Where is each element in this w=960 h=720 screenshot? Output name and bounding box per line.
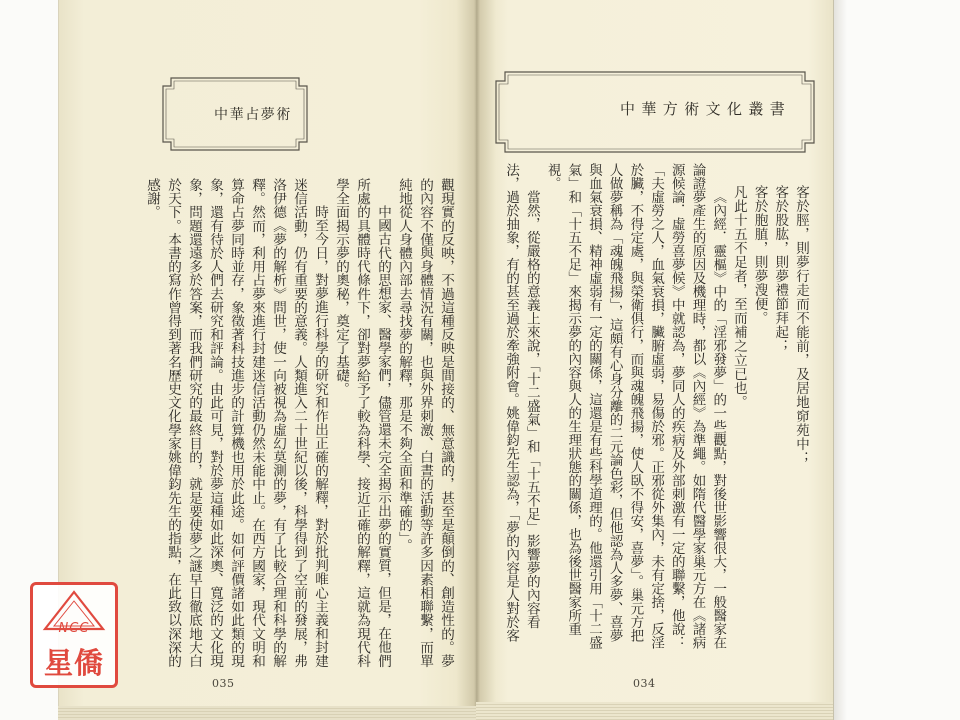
stamp-brand-text: 星僑 <box>43 646 104 680</box>
right-running-header-title: 中華方術文化叢書 <box>620 100 792 118</box>
quote-column: 客於脛，則夢行走而不能前，及居地窌苑中； <box>793 185 809 465</box>
text-column: 洛伊德《夢的解析》問世，使一向被視為虛幻莫測的夢，有了比較合理和科學的解 <box>270 178 286 668</box>
text-column: 釋。然而，利用占夢來進行封建迷信活動仍然未能中止。在西方國家，現代文明和 <box>249 178 265 668</box>
text-column: 當然，從嚴格的意義上來說，「十二盛氣」和「十五不足」影響夢的內容看 <box>523 190 540 629</box>
text-column: 於天下。本書的寫作曾得到著名歷史文化學家姚偉鈞先生的指點，在此致以深深的 <box>165 178 181 668</box>
text-column: 源候論．虛勞喜夢候》中就認為，夢同人的疾病及外部刺激有一定的聯繫，他說： <box>668 163 685 649</box>
text-column: 時至今日，對夢進行科學的研究和作出正確的解釋，對於批判唯心主義和封建 <box>312 205 328 668</box>
quote-column: 客於胞䐈，則夢溲便。 <box>751 185 768 325</box>
text-column: 學全面揭示夢的奧秘，奠定了基礎。 <box>333 178 349 396</box>
text-column: 「夫虛勞之人，血氣衰損，臟腑虛弱，易傷於邪。正邪從外集內，未有定捨，反淫 <box>648 163 665 649</box>
text-column: 與血氣衰損、精神虛弱有一定的關係，這還是有些科學道理的。他還引用「十二盛 <box>585 163 602 649</box>
text-column: 視。 <box>544 163 561 190</box>
text-column: 象，還有待於人們去研究和評論。由此可見，對於夢這種如此深奧、寬泛的文化現 <box>207 178 223 668</box>
text-column: 法，過於抽象，有的甚至過於牽強附會。姚偉鈞先生認為，「夢的內容是人對於客 <box>503 163 520 643</box>
text-column: 象，問題還遠多於答案，而我們研究的最終目的，就是要使夢之謎早日徹底地大白 <box>186 178 202 668</box>
right-page-body-text <box>500 163 811 663</box>
text-column: 迷信活動，仍有重要的意義。人類進入二十世紀以後，科學得到了空前的發展，弗 <box>291 178 307 668</box>
quote-column: 凡此十五不足者，至而補之立已也。 <box>730 185 747 409</box>
text-column: 的內容不僅與身體情況有關，也與外界刺激、白晝的活動等許多因素相聯繫，而單 <box>417 178 433 668</box>
stamp-logo-text: NCC <box>58 621 90 636</box>
text-column: 於臟，不得定處，與榮衛俱行，而與魂魄飛揚，使人臥不得安，喜夢」。巢元方把 <box>627 163 644 643</box>
right-page-number: 034 <box>633 677 656 690</box>
left-page-number: 035 <box>212 677 235 690</box>
text-column: 所處的具體時代條件下，卻對夢給予了較為科學、接近正確的解釋，這就為現代科 <box>354 178 370 668</box>
text-column: 人做夢稱為「魂魄飛揚」，這頗有心身分離的二元論色彩，但他認為人多夢、喜夢 <box>606 163 623 643</box>
left-page-body-text <box>141 178 456 678</box>
text-column: 中國古代的思想家、醫學家們，儘管還未完全揭示出夢的實質，但是，在他們 <box>375 205 391 668</box>
watermark-stamp <box>30 582 118 688</box>
text-column: 《內經．靈樞》中的「淫邪發夢」的一些觀點，對後世影響很大，一般醫家在 <box>710 190 727 649</box>
left-running-header-title: 中華占夢術 <box>214 107 292 123</box>
text-column: 感謝。 <box>144 178 160 219</box>
text-column: 純地從人身體內部去尋找夢的解釋，那是不夠全面和準確的」。 <box>396 178 412 552</box>
text-column: 觀現實的反映，不過這種反映是間接的、無意識的，甚至是顛倒的、創造性的。夢 <box>438 178 454 668</box>
text-column: 氣」和「十五不足」來揭示夢的內容與人的生理狀態的關係，也為後世醫家所重 <box>565 163 582 636</box>
text-column: 論證夢產生的原因及機理時，都以《內經》為準繩。如隋代醫學家巢元方在《諸病 <box>689 163 706 649</box>
text-column: 算命占夢同時並存，象徵著科技進步的計算機也用於此途。如何評價諸如此類的現 <box>228 178 244 668</box>
quote-column: 客於股肱，則夢禮節拜起； <box>772 185 789 353</box>
